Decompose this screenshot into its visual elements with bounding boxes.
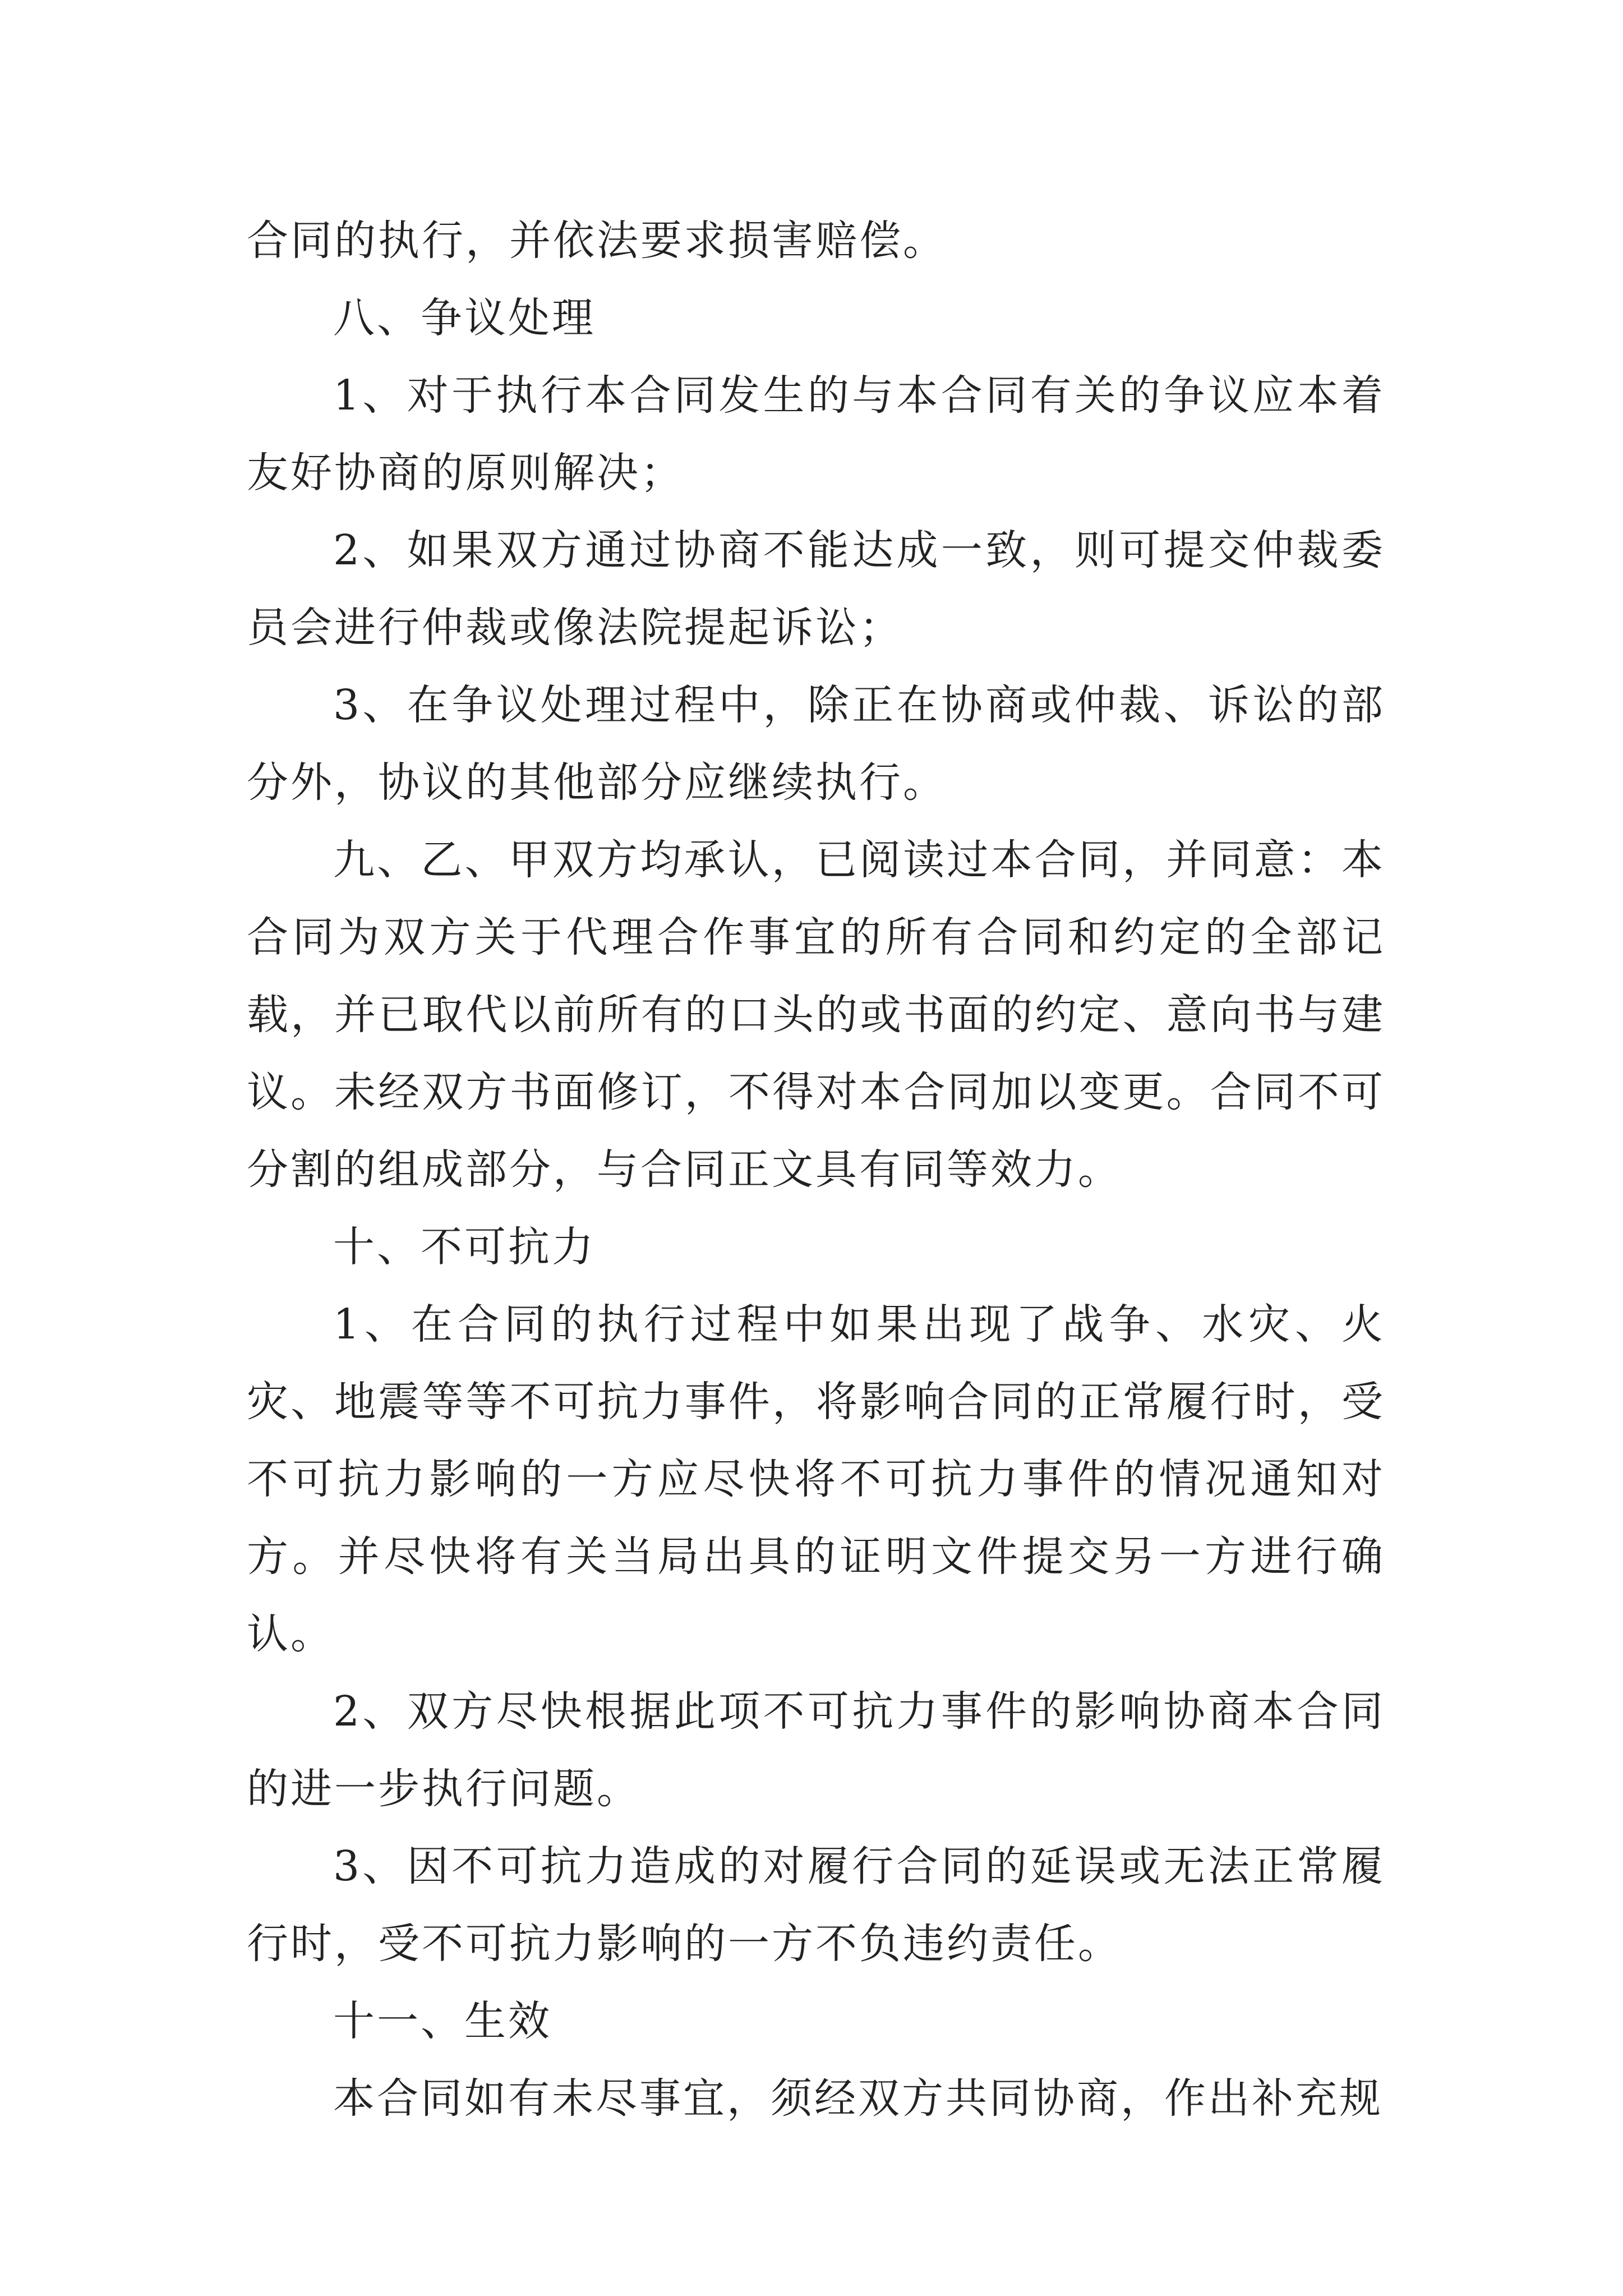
paragraph-dispute-2: 2、如果双方通过协商不能达成一致，则可提交仲裁委员会进行仲裁或像法院提起诉讼； [247, 526, 1385, 652]
paragraph-dispute-3: 3、在争议处理过程中，除正在协商或仲裁、诉讼的部分外，协议的其他部分应继续执行。 [247, 681, 1385, 807]
paragraph-force-majeure-1: 1、在合同的执行过程中如果出现了战争、水灾、火灾、地震等等不可抗力事件，将影响合同的正常履行时，受不可抗力影响的一方应尽快将不可抗力事件的情况通知对方。并尽快将有关当局出具的证明文件提交另一方进行确认。 [247, 1300, 1385, 1658]
document-body [247, 202, 1385, 2137]
paragraph-effective-1: 本合同如有未尽事宜，须经双方共同协商，作出补充规 [333, 2074, 1383, 2123]
section-heading-effective: 十一、生效 [333, 1997, 552, 2045]
section-heading-dispute: 八、争议处理 [333, 294, 596, 342]
paragraph-force-majeure-2: 2、双方尽快根据此项不可抗力事件的影响协商本合同的进一步执行问题。 [247, 1687, 1385, 1813]
section-heading-force-majeure: 十、不可抗力 [333, 1223, 596, 1271]
paragraph-continuation: 合同的执行，并依法要求损害赔偿。 [247, 217, 947, 265]
paragraph-dispute-1: 1、对于执行本合同发生的与本合同有关的争议应本着友好协商的原则解决； [247, 371, 1385, 497]
paragraph-force-majeure-3: 3、因不可抗力造成的对履行合同的延误或无法正常履行时，受不可抗力影响的一方不负违约责任。 [247, 1842, 1385, 1968]
paragraph-acknowledgement: 九、乙、甲双方均承认，已阅读过本合同，并同意：本合同为双方关于代理合作事宜的所有合同和约定的全部记载，并已取代以前所有的口头的或书面的约定、意向书与建议。未经双方书面修订，不得对本合同加以变更。合同不可分割的组成部分，与合同正文具有同等效力。 [247, 836, 1385, 1194]
